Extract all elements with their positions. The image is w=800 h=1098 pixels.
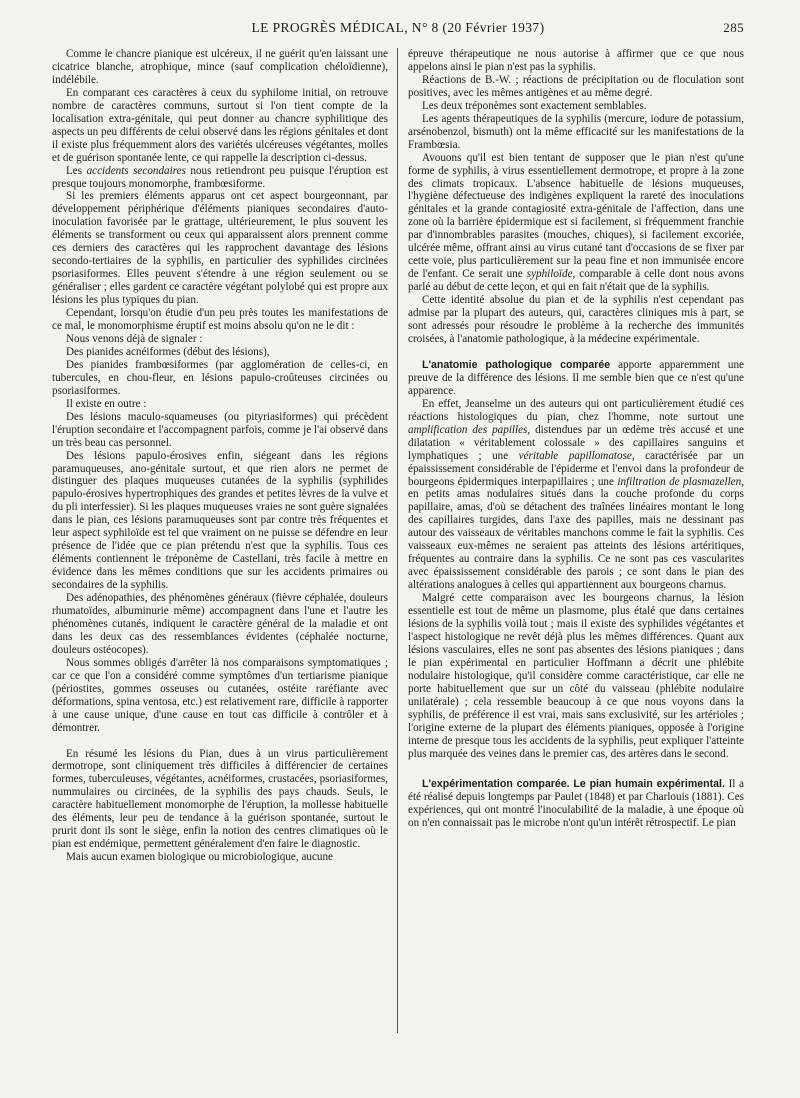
paragraph: Cette identité absolue du pian et de la syphilis n'est cependant pas admise par la plupart des auteurs, qui, caractères cliniques mis à part, se sont adressés pour résoudre le problème à la recherche des immunités croisées, à l'anatomie pathologique, à la médecine expérimentale. xyxy=(408,294,744,345)
paragraph: En comparant ces caractères à ceux du syphilome initial, on retrouve nombre de caractères communs, surtout si l'on tient compte de la localisation extra-génitale, qui peut donner au chancre syphilitique des aspects un peu différents de celui observé dans les régions génitales et dont il existe plus fréquemment alors des variétés ulcéreuses végétantes, molles et de guérison spontanée lente, ce qui rappelle la description ci-dessus. xyxy=(52,86,388,164)
paragraph: Cependant, lorsqu'on étudie d'un peu près toutes les manifestations de ce mal, le monomorphisme éruptif est moins absolu qu'on ne le dit : xyxy=(52,307,388,333)
text-run: nous retiendront peu puisque l'éruption est presque toujours monomorphe, frambœsiforme. xyxy=(52,164,388,190)
text-run: Les xyxy=(66,164,83,177)
paragraph xyxy=(408,778,744,830)
emphasis: infiltration de plasmazellen xyxy=(617,475,742,488)
text-run: En effet, Jeanselme un des auteurs qui ont particulièrement étudié ces réactions histologiques du pian, chez l'homme, note surtout une xyxy=(408,397,744,423)
paragraph: Mais aucun examen biologique ou microbiologique, aucune xyxy=(66,851,333,864)
paragraph: Nous venons déjà de signaler : xyxy=(66,332,203,345)
paragraph: Nous sommes obligés d'arrêter là nos comparaisons symptomatiques ; car ce que l'on a considéré comme symptômes d'un tertiarisme pianique (périostites, gommes osseuses ou cutanées, ostéite raréfiante avec déformations, spina ventosa, etc.) est relativement rare, difficile à rapporter à une cause unique, d'une cause en tout cas difficile à contrôler et à démontrer. xyxy=(52,656,388,734)
paragraph: Des pianides acnéiformes (début des lésions), xyxy=(66,345,270,358)
text-run: , en petits amas nodulaires situés dans la couche profonde du corps papillaire, amas, d'où se détachent des traînées linéaires montant le long des capillaires turgides, dans l'axe des papilles, mais ne dessinant pas autour des vaisseaux de véritables manchons comme le fait la syphilis. Ces vaisseaux eux-mêmes ne seraient pas atteints des lésions artéritiques, fréquentes au contraire dans la syphilis. Ce ne sont pas ces vascularites avec épaississement considérable des parois ; ce sont dans le pian des altérations analogues à celles qui appartiennent aux bourgeons charnus. xyxy=(408,475,744,592)
paragraph: Des lésions papulo-érosives enfin, siégeant dans les régions paramuqueuses, ano-génitale surtout, et que rien alors ne permet de distinguer des plaques muqueuses cutanées de la syphilis (syphilides papulo-érosives hypertrophiques des grandes et petites lèvres de la vulve et du pli interfessier). Si les plaques muqueuses vraies ne sont guère signalées dans le pian, ces lésions paramuqueuses sont par contre très fréquentes et leur aspect syphiloïde est tel que vraiment on ne puisse se défendre en leur présence de l'idée que ce pian prétendu n'est que la syphilis. Tous ces éléments contiennent le tréponème de Castellani, très facile à mettre en évidence dans les mêmes conditions que sur les accidents primaires ou secondaires de la syphilis. xyxy=(52,449,388,592)
paragraph: Des adénopathies, des phénomènes généraux (fièvre céphalée, douleurs rhumatoïdes, albuminurie même) accompagnent dans l'une et l'autre les phénomènes cutanés, indiquent le caractère général de la maladie et ont dans les deux cas des ressemblances évidentes (céphalée nocturne, douleurs ostéocopes). xyxy=(52,592,388,656)
emphasis: amplification des papilles xyxy=(408,423,528,436)
paragraph: Réactions de B.-W. ; réactions de précipitation ou de floculation sont positives, avec les mêmes antigènes et au même degré. xyxy=(408,73,744,99)
paragraph: En résumé les lésions du Pian, dues à un virus particulièrement dermotrope, sont cliniquement très difficiles à différencier de certaines formes, tuberculeuses, végétantes, acnéiformes, crustacées, psoriasiformes, nummulaires ou circinées, de la syphilis des pays chauds. Seuls, le caractère habituellement monomorphe de l'éruption, la mollesse habituelle des éléments, leur peu de tendance à la guérison spontanée, surtout le prurit dont ils sont le siège, enfin la notion des centres climatiques où le pian est endémique, permettent généralement d'en faire le diagnostic. xyxy=(52,747,388,851)
paragraph xyxy=(408,398,744,592)
left-column xyxy=(52,48,388,864)
text-run: Avouons qu'il est bien tentant de supposer que le pian n'est qu'une forme de syphilis, à virus essentiellement dermotrope, et propre à la zone des climats tropicaux. L'absence habituelle de lésions muqueuses, l'hygiène défectueuse des indigènes expliquent la rareté des inoculations génitales et la grande contagiosité extra-génitale de l'affection, dans une zone où la barrière épidermique est si facilement, si fréquemment franchie par d'innombrables parasites (mouches, chiques), si facilement excoriée, ulcérée même, offrant ainsi au virus cutané tant d'occasions de se fixer par cette voie, plus particulièrement sur la peau fine et non immunisée encore de l'enfant. Ce serait une xyxy=(408,151,744,281)
paragraph: Malgré cette comparaison avec les bourgeons charnus, la lésion essentielle est tout de même un plasmome, plus étalé que dans certaines lésions de la syphilis voilà tout ; mais il existe des syphilides végétantes et l'aspect histologique ne revêt déjà plus les mêmes différences. Quant aux lésions vasculaires, elles ne sont pas absentes des lésions pianiques ; dans le pian expérimental en particulier Hoffmann a décrit une phlébite nodulaire histologique, qu'il considère comme caractéristique, car elle ne porte habituellement que sur un côté du vaisseau (phlébite nodulaire unilatérale) ; cela ressemble beaucoup à ce que nous voyons dans la syphilis, de préférence il est vrai, mais sans exclusivité, sur les artérioles ; l'origine externe de la plupart des éléments pianiques, opposée à l'origine interne de presque tous les accidents de la syphilis, peut expliquer l'atteinte plus marquée des veines dans le premier cas, des artères dans le second. xyxy=(408,592,744,760)
section-heading: L'expérimentation comparée. Le pian humain expérimental. xyxy=(422,778,725,791)
text-columns xyxy=(52,48,744,1088)
paragraph xyxy=(408,152,744,294)
paragraph: Il existe en outre : xyxy=(66,397,147,410)
running-header xyxy=(52,18,744,40)
paragraph: Comme le chancre pianique est ulcéreux, il ne guérit qu'en laissant une cicatrice blanche, atrophique, mince (sauf complication chéloïdienne), indélébile. xyxy=(52,48,388,86)
text-run: , comparable à celle dont nous avons parlé au début de cette leçon, et qui en fait n'était que de la syphilis. xyxy=(408,268,744,294)
text-run: apporte apparemment une preuve de la différence des lésions. Il me semble bien que ce n'est qu'une apparence. xyxy=(408,358,744,397)
paragraph xyxy=(52,165,388,191)
paragraph: Les agents thérapeutiques de la syphilis (mercure, iodure de potassium, arsénobenzol, bismuth) ont la même efficacité sur les manifestations de la Frambœsia. xyxy=(408,112,744,151)
text-run: Il a été réalisé depuis longtemps par Paulet (1848) et par Charlouis (1881). Ces expériences, qui ont montré l'inoculabilité de la maladie, à une époque où on n'en connaissait pas le microbe n'ont qu'un intérêt rétrospectif. Le pian xyxy=(408,778,744,830)
page-number: 285 xyxy=(723,20,744,35)
emphasis: syphiloïde xyxy=(526,268,573,281)
column-rule xyxy=(397,48,398,1033)
text-run: , caractérisée par un épaississement considérable de l'épiderme et l'envoi dans la profondeur de bourgeons épidermiques interpapillaires ; une xyxy=(408,449,744,488)
emphasis: véritable papillomatose xyxy=(518,449,632,462)
emphasis: accidents secondaires xyxy=(86,164,186,177)
paragraph xyxy=(408,359,744,398)
paragraph: Si les premiers éléments apparus ont cet aspect bourgeonnant, par développement périphérique d'éléments pianiques secondaires d'auto-inoculation favorisée par le grattage, ultérieurement, le plus souvent les éléments se transforment ou ceux qui apparaissent alors prennent comme ces derniers des caractères qui les rapprochent davantage des lésions secondo-tertiaires de la syphilis, en particulier des syphilides circinées psoriasiformes. Elles peuvent s'étendre à une région seulement ou se généraliser ; elles gardent ce caractère végétant polylobé qui est propre aux lésions les plus typiques du pian. xyxy=(52,190,388,307)
running-title: LE PROGRÈS MÉDICAL, N° 8 (20 Février 1937) xyxy=(251,20,545,35)
paragraph: Des lésions maculo-squameuses (ou pityriasiformes) qui précèdent l'éruption secondaire et l'accompagnent parfois, comme je l'ai observé dans un très beau cas personnel. xyxy=(52,410,388,449)
right-column xyxy=(408,48,744,830)
text-run: , distendues par un œdème très accusé et une dilatation « véritablement colossale » des capillaires sanguins et lymphatiques ; une xyxy=(408,423,744,462)
paragraph: Les deux tréponèmes sont exactement semblables. xyxy=(422,99,647,112)
section-heading: L'anatomie pathologique comparée xyxy=(422,358,611,371)
paragraph: Des pianides frambœsiformes (par agglomération de celles-ci, en tubercules, en chou-fleur, en lésions papulo-croûteuses circinées ou psoriasiformes. xyxy=(52,358,388,397)
paragraph: épreuve thérapeutique ne nous autorise à affirmer que ce que nous appelons ainsi le pian n'est pas la syphilis. xyxy=(408,48,744,73)
